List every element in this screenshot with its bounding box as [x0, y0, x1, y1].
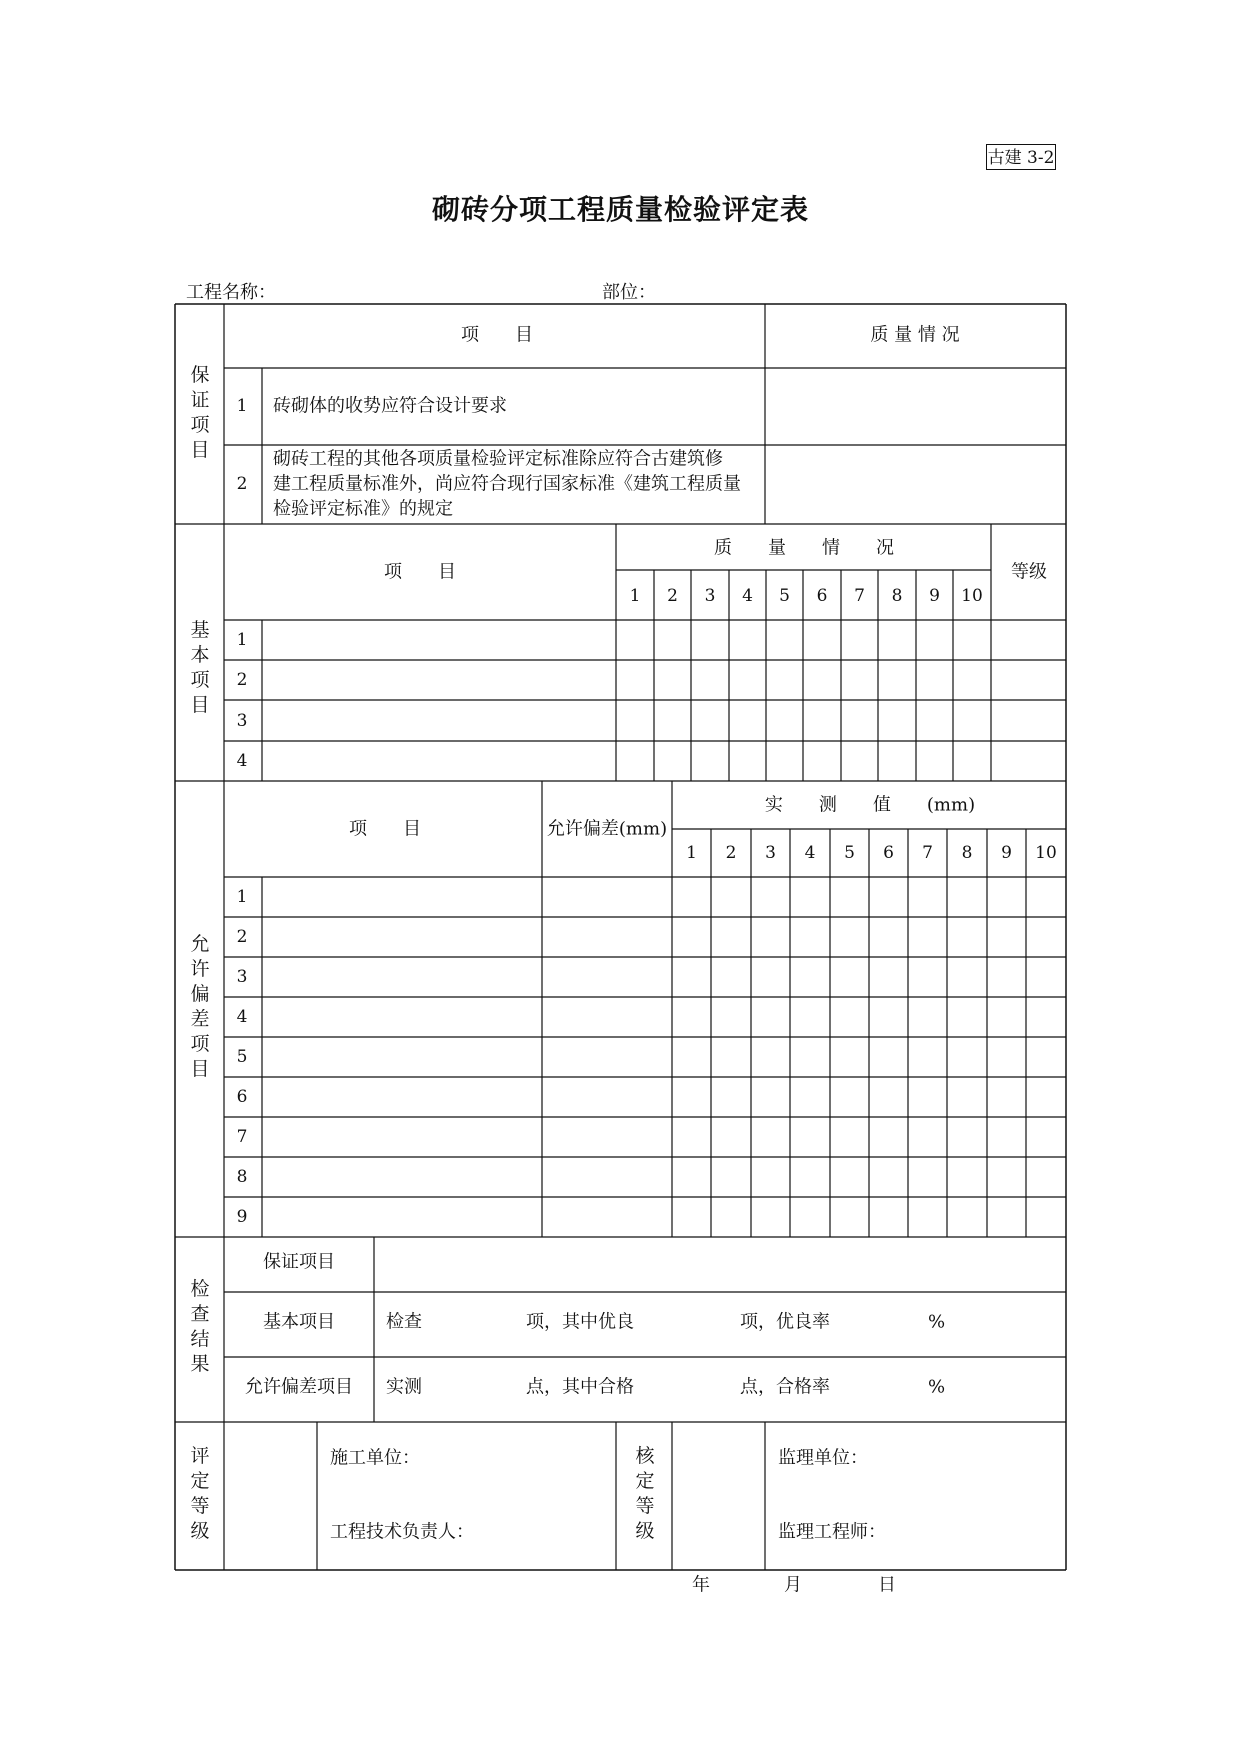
- guarantee-col-quality: 质 量 情 况: [870, 324, 960, 346]
- basic-col-number: 1: [629, 585, 641, 606]
- tolerance-col-number: 7: [922, 842, 933, 863]
- basic-row-number: 3: [236, 710, 248, 731]
- tolerance-col-number: 5: [844, 842, 855, 863]
- tolerance-row-number: 2: [236, 926, 248, 947]
- basic-col-number: 7: [854, 585, 865, 606]
- tolerance-row-number: 4: [236, 1006, 248, 1027]
- tolerance-row-number: 8: [236, 1166, 248, 1187]
- date-month: 月: [784, 1574, 802, 1596]
- result-section-label: 检查结果: [190, 1278, 210, 1375]
- form-code: 古建 3-2: [986, 144, 1056, 170]
- guarantee-row-text-line: 砌砖工程的其他各项质量检验评定标准除应符合古建筑修: [273, 448, 723, 470]
- tech-lead-label: 工程技术负责人：: [330, 1521, 474, 1543]
- guarantee-row-no: 1: [236, 395, 248, 416]
- basic-col-number: 5: [779, 585, 790, 606]
- result-basic-text: 项，优良率: [740, 1311, 830, 1333]
- date-year: 年: [692, 1574, 710, 1596]
- basic-col-number: 3: [704, 585, 716, 606]
- basic-col-number: 8: [891, 585, 903, 606]
- result-tolerance-text: %: [928, 1376, 946, 1398]
- tolerance-col-number: 8: [961, 842, 973, 863]
- basic-col-number: 4: [742, 585, 753, 606]
- location-label: 部位：: [602, 282, 656, 303]
- tolerance-col-number: 2: [725, 842, 737, 863]
- supervision-unit-label: 监理单位：: [778, 1447, 868, 1469]
- guarantee-row-text: 砖砌体的收势应符合设计要求: [273, 395, 507, 417]
- basic-section-label: 基本项目: [190, 619, 210, 716]
- tolerance-row-number: 5: [236, 1046, 248, 1067]
- tolerance-col-number: 6: [883, 842, 894, 863]
- construction-unit-label: 施工单位：: [330, 1447, 420, 1469]
- result-tolerance-label: 允许偏差项目: [245, 1376, 353, 1398]
- tolerance-section-label: 允许偏差项目: [190, 933, 210, 1080]
- basic-row-number: 4: [236, 750, 248, 771]
- basic-col-number: 10: [961, 585, 983, 606]
- basic-col-grade: 等级: [1011, 561, 1047, 583]
- guarantee-row-no: 2: [236, 473, 248, 494]
- tolerance-row-number: 3: [236, 966, 248, 987]
- guarantee-col-item: 项 目: [461, 324, 533, 346]
- tolerance-row-number: 7: [236, 1126, 248, 1147]
- verify-grade-label: 核定等级: [635, 1445, 655, 1542]
- basic-row-number: 2: [236, 669, 248, 690]
- tolerance-col-number: 4: [804, 842, 816, 863]
- tolerance-row-number: 9: [236, 1206, 248, 1227]
- result-basic-text: %: [928, 1311, 946, 1333]
- tolerance-col-number: 9: [1001, 842, 1012, 863]
- project-name-label: 工程名称：: [186, 282, 276, 303]
- tolerance-col-tolerance: 允许偏差(mm): [546, 818, 668, 840]
- basic-col-number: 2: [667, 585, 678, 606]
- basic-col-number: 6: [816, 585, 828, 606]
- basic-row-number: 1: [236, 629, 248, 650]
- guarantee-row-text-line: 建工程质量标准外，尚应符合现行国家标准《建筑工程质量: [273, 473, 741, 495]
- basic-col-item: 项 目: [384, 561, 456, 583]
- result-basic-label: 基本项目: [263, 1311, 335, 1333]
- guarantee-row-text-line: 检验评定标准》的规定: [273, 498, 453, 520]
- result-tolerance-text: 实测: [386, 1376, 422, 1398]
- tolerance-col-item: 项 目: [349, 818, 421, 840]
- tolerance-col-number: 1: [686, 842, 697, 863]
- result-basic-text: 项，其中优良: [526, 1311, 634, 1333]
- supervision-engineer-label: 监理工程师：: [778, 1521, 886, 1543]
- result-guarantee-label: 保证项目: [263, 1251, 335, 1273]
- rating-section-label: 评定等级: [190, 1445, 210, 1542]
- date-day: 日: [878, 1574, 896, 1596]
- basic-col-quality: 质 量 情 况: [714, 537, 894, 559]
- guarantee-section-label: 保证项目: [190, 364, 210, 461]
- result-tolerance-text: 点，其中合格: [526, 1376, 634, 1398]
- tolerance-col-measured: 实 测 值 (mm): [764, 794, 976, 816]
- tolerance-col-number: 10: [1035, 842, 1057, 863]
- tolerance-col-number: 3: [765, 842, 776, 863]
- tolerance-row-number: 1: [236, 886, 248, 907]
- result-tolerance-text: 点，合格率: [740, 1376, 830, 1398]
- basic-col-number: 9: [929, 585, 940, 606]
- tolerance-row-number: 6: [236, 1086, 248, 1107]
- result-basic-text: 检查: [386, 1311, 422, 1333]
- page-title: 砌砖分项工程质量检验评定表: [431, 193, 809, 226]
